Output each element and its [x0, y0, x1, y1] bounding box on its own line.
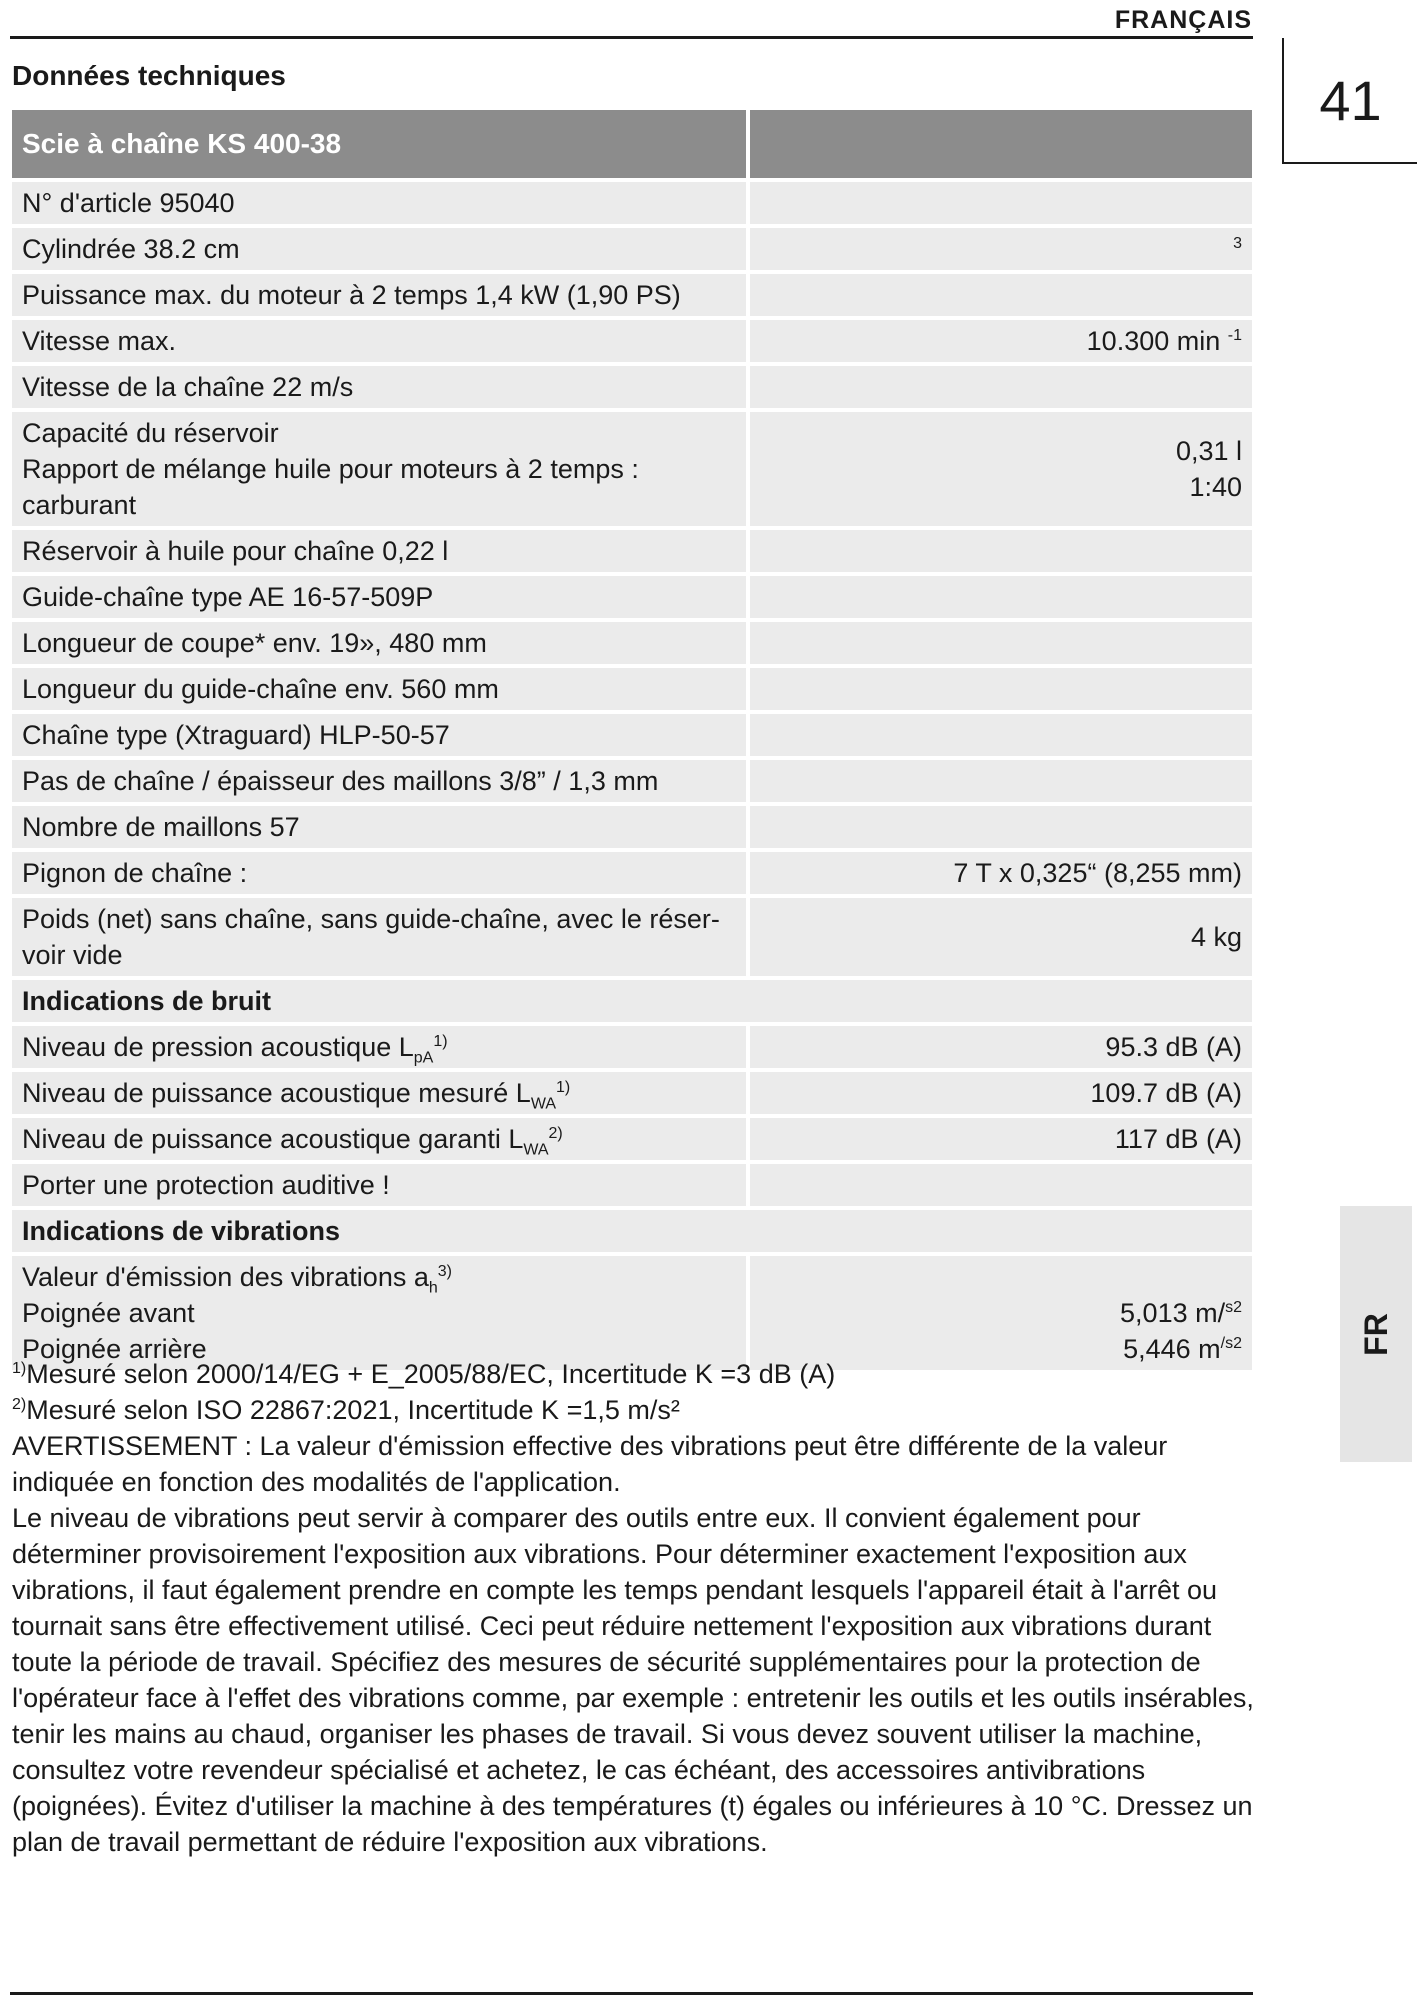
row-value-sup: -1	[1227, 327, 1242, 344]
bottom-rule	[10, 1992, 1253, 1995]
row-value: 117 dB (A)	[750, 1118, 1252, 1160]
noise-section-title: Indications de bruit	[12, 980, 1252, 1022]
row-value-line: 0,31 l	[1175, 436, 1242, 466]
row-label-line	[22, 1259, 736, 1295]
table-row	[12, 1118, 1252, 1160]
row-label: Vitesse max.	[12, 320, 750, 362]
language-side-tab	[1340, 1206, 1412, 1462]
row-value	[750, 320, 1252, 362]
row-label-line: Poids (net) sans chaîne, sans guide-chaîne, avec le réser-	[22, 904, 720, 934]
section-row-noise	[12, 980, 1252, 1022]
row-value-text: 5,013 m/	[1120, 1298, 1226, 1328]
footnote-2	[12, 1392, 1257, 1428]
table-row	[12, 576, 1252, 618]
row-label-line: voir vide	[22, 940, 123, 970]
row-label: N° d'article 95040	[12, 182, 750, 224]
row-label-line: Poignée arrière	[22, 1334, 207, 1364]
table-row	[12, 714, 1252, 756]
row-value	[750, 182, 1252, 224]
table-row	[12, 366, 1252, 408]
row-value	[750, 366, 1252, 408]
row-value	[750, 274, 1252, 316]
row-label: Longueur de coupe* env. 19», 480 mm	[12, 622, 750, 664]
row-label-line: carburant	[22, 490, 137, 520]
row-value-sup: 3	[1233, 235, 1242, 252]
row-label-line: Rapport de mélange huile pour moteurs à 2 temps :	[22, 454, 639, 484]
row-label-sub: pA	[413, 1049, 434, 1067]
row-label: Nombre de maillons 57	[12, 806, 750, 848]
row-value: 7 T x 0,325“ (8,255 mm)	[750, 852, 1252, 894]
row-label: Pignon de chaîne :	[12, 852, 750, 894]
row-label: Pas de chaîne / épaisseur des maillons 3/8” / 1,3 mm	[12, 760, 750, 802]
row-value	[750, 530, 1252, 572]
row-value: 4 kg	[750, 898, 1252, 976]
row-label	[12, 898, 750, 976]
table-row	[12, 182, 1252, 224]
footnote-mark: 1)	[12, 1360, 27, 1377]
row-value-line: 1:40	[1189, 472, 1242, 502]
table-row	[12, 228, 1252, 270]
table-row	[12, 412, 1252, 526]
row-label: Chaîne type (Xtraguard) HLP-50-57	[12, 714, 750, 756]
section-title: Données techniques	[12, 60, 286, 91]
row-label-line: Poignée avant	[22, 1298, 195, 1328]
row-value	[750, 1164, 1252, 1206]
row-label-sup: 1)	[556, 1079, 571, 1096]
row-label-sup: 1)	[433, 1033, 448, 1050]
spec-table	[12, 106, 1252, 1374]
row-label	[12, 1072, 750, 1114]
row-label	[12, 1118, 750, 1160]
table-row	[12, 852, 1252, 894]
row-label: Porter une protection auditive !	[12, 1164, 750, 1206]
table-row	[12, 274, 1252, 316]
section-row-vibration	[12, 1210, 1252, 1252]
row-value-line	[760, 1259, 1242, 1295]
row-label-text: Valeur d'émission des vibrations a	[22, 1262, 429, 1292]
row-value: 95.3 dB (A)	[750, 1026, 1252, 1068]
table-row	[12, 530, 1252, 572]
table-row	[12, 898, 1252, 976]
row-label: Vitesse de la chaîne 22 m/s	[12, 366, 750, 408]
footnote-mark: 2)	[12, 1396, 27, 1413]
vibration-section-title: Indications de vibrations	[12, 1210, 1252, 1252]
footnote-text: Mesuré selon 2000/14/EG + E_2005/88/EC, Incertitude K =3 dB (A)	[26, 1359, 836, 1389]
table-row	[12, 806, 1252, 848]
row-value	[750, 576, 1252, 618]
row-label: Cylindrée 38.2 cm	[12, 228, 750, 270]
row-value	[750, 760, 1252, 802]
body-paragraph: Le niveau de vibrations peut servir à comparer des outils entre eux. Il convient également pour déterminer provisoirement l'exposition aux vibrations. Pour déterminer exactement l'exposition aux vibrations, il faut également prendre en compte les temps pendant lesquels l'appareil était à l'arrêt ou tournait sans être effectivement utilisé. Ceci peut réduire nettement l'exposition aux vibrations durant toute la période de travail. Spécifiez des mesures de sécurité supplémentaires pour la protection de l'opérateur face à l'effet des vibrations comme, par exemple : entretenir les outils et les outils insérables, tenir les mains au chaud, organiser les phases de travail. Si vous devez souvent utiliser la machine, consultez votre revendeur spécialisé et achetez, le cas échéant, des accessoires antivibrations (poignées). Évitez d'utiliser la machine à des températures (t) égales ou inférieures à 10 °C. Dressez un plan de travail permettant de réduire l'exposition aux vibrations.	[12, 1503, 1254, 1857]
row-value-sup: /s2	[1220, 1335, 1242, 1352]
row-value-text: 10.300 min	[1086, 326, 1221, 356]
row-value	[750, 668, 1252, 710]
table-row	[12, 1256, 1252, 1370]
table-title: Scie à chaîne KS 400-38	[12, 110, 750, 178]
row-label-sub: WA	[530, 1095, 556, 1113]
table-header-row	[12, 110, 1252, 178]
row-label: Puissance max. du moteur à 2 temps 1,4 kW (1,90 PS)	[12, 274, 750, 316]
table-header-blank	[750, 110, 1252, 178]
row-value	[750, 806, 1252, 848]
row-label-sub: WA	[523, 1141, 549, 1159]
table-row	[12, 760, 1252, 802]
row-value	[750, 412, 1252, 526]
row-label-sup: 2)	[548, 1125, 563, 1142]
side-tab-label: FR	[1357, 1312, 1394, 1356]
table-row	[12, 1072, 1252, 1114]
row-label: Longueur du guide-chaîne env. 560 mm	[12, 668, 750, 710]
row-value	[750, 622, 1252, 664]
row-value	[750, 228, 1252, 270]
row-label	[12, 1026, 750, 1068]
table-row	[12, 668, 1252, 710]
table-row	[12, 622, 1252, 664]
footnote-1	[12, 1356, 1257, 1392]
row-label-line: Capacité du réservoir	[22, 418, 279, 448]
notes	[12, 1356, 1257, 1860]
row-label-text: Niveau de puissance acoustique mesuré L	[22, 1078, 531, 1108]
row-value	[750, 1256, 1252, 1370]
top-rule	[10, 36, 1253, 39]
footnote-text: Mesuré selon ISO 22867:2021, Incertitude K =1,5 m/s²	[26, 1395, 680, 1425]
row-value: 109.7 dB (A)	[750, 1072, 1252, 1114]
row-label	[12, 412, 750, 526]
row-value	[750, 714, 1252, 756]
warning-paragraph: AVERTISSEMENT : La valeur d'émission effective des vibrations peut être différente de la valeur indiquée en fonction des modalités de l'application.	[12, 1431, 1168, 1497]
row-label-sup: 3)	[437, 1263, 452, 1280]
row-value-text: 5,446 m	[1123, 1334, 1221, 1364]
table-row	[12, 1164, 1252, 1206]
row-label-text: Niveau de pression acoustique L	[22, 1032, 414, 1062]
row-value-line	[760, 1295, 1242, 1331]
table-row	[12, 320, 1252, 362]
row-label	[12, 1256, 750, 1370]
table-row	[12, 1026, 1252, 1068]
row-label: Guide-chaîne type AE 16-57-509P	[12, 576, 750, 618]
row-value-sup: s2	[1225, 1299, 1242, 1316]
row-label-sub: h	[428, 1279, 438, 1297]
page-number: 41	[1282, 38, 1417, 164]
row-label: Réservoir à huile pour chaîne 0,22 l	[12, 530, 750, 572]
language-header: FRANÇAIS	[1114, 6, 1252, 34]
row-label-text: Niveau de puissance acoustique garanti L	[22, 1124, 524, 1154]
